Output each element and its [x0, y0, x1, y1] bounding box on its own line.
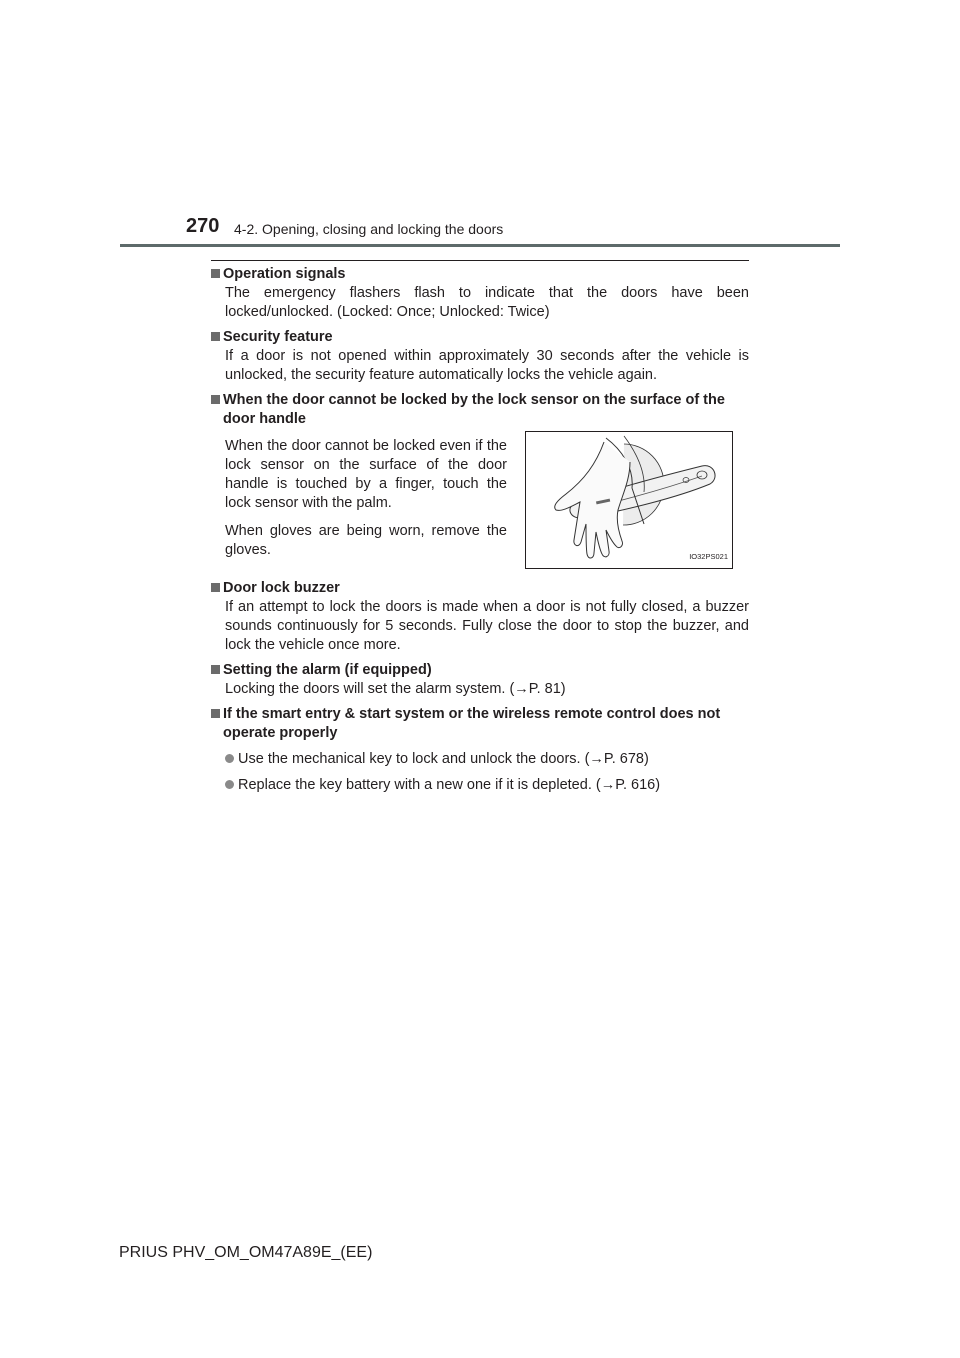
section-title: 4-2. Opening, closing and locking the doors: [234, 221, 504, 237]
figure-code: IO32PS021: [689, 552, 728, 561]
round-bullet-icon: [225, 750, 238, 769]
heading-text: When the door cannot be locked by the lock sensor on the surface of the door handle: [223, 392, 725, 427]
heading-text: If the smart entry & start system or the wireless remote control does not operate properly: [223, 706, 721, 741]
section-body: If a door is not opened within approximately 30 seconds after the vehicle is unlocked, the security feature automatically locks the vehicle again.: [225, 348, 749, 383]
header-rule: [120, 244, 840, 247]
square-bullet-icon: [211, 705, 223, 743]
heading-text: Security feature: [223, 329, 333, 345]
section-smart-entry: [211, 705, 749, 795]
page-number: 270: [186, 215, 220, 237]
round-bullet-icon: [225, 776, 238, 795]
section-lock-sensor: [211, 391, 749, 569]
section-heading: [211, 705, 749, 743]
square-bullet-icon: [211, 265, 223, 284]
section-heading: [211, 328, 749, 347]
section-heading: [211, 391, 749, 429]
paragraph: When the door cannot be locked even if the lock sensor on the surface of the door handle is touched by a finger, touch the lock sensor with the palm.: [225, 438, 507, 511]
paragraph: When gloves are being worn, remove the gloves.: [225, 523, 507, 558]
heading-text: Setting the alarm (if equipped): [223, 662, 432, 678]
section-heading: [211, 265, 749, 284]
section-door-lock-buzzer: [211, 579, 749, 655]
section-heading: [211, 661, 749, 680]
list-item-text: Replace the key battery with a new one if it is depleted. (→P. 616): [238, 777, 661, 793]
list-item: [225, 776, 749, 795]
heading-text: Operation signals: [223, 266, 346, 282]
section-security-feature: [211, 328, 749, 385]
section-body: If an attempt to lock the doors is made when a door is not fully closed, a buzzer sounds continuously for 5 seconds. Fully close the door to stop the buzzer, and lock the vehicle once more.: [225, 599, 749, 653]
list-item: [225, 750, 749, 769]
section-setting-alarm: [211, 661, 749, 699]
list-item-text: Use the mechanical key to lock and unlock the doors. (→P. 678): [238, 751, 649, 767]
section-body: The emergency flashers flash to indicate that the doors have been locked/unlocked. (Locked: Once; Unlocked: Twice): [225, 285, 749, 320]
section-body: Locking the doors will set the alarm system. (→P. 81): [225, 681, 566, 697]
content-rule: [211, 260, 749, 261]
section-heading: [211, 579, 749, 598]
square-bullet-icon: [211, 328, 223, 347]
lock-sensor-text: [225, 431, 507, 569]
square-bullet-icon: [211, 579, 223, 598]
manual-code: PRIUS PHV_OM_OM47A89E_(EE): [119, 1244, 373, 1261]
section-operation-signals: [211, 265, 749, 322]
hand-touching-door-handle-illustration: [525, 431, 733, 569]
content: [211, 265, 749, 801]
square-bullet-icon: [211, 391, 223, 429]
square-bullet-icon: [211, 661, 223, 680]
heading-text: Door lock buzzer: [223, 580, 340, 596]
